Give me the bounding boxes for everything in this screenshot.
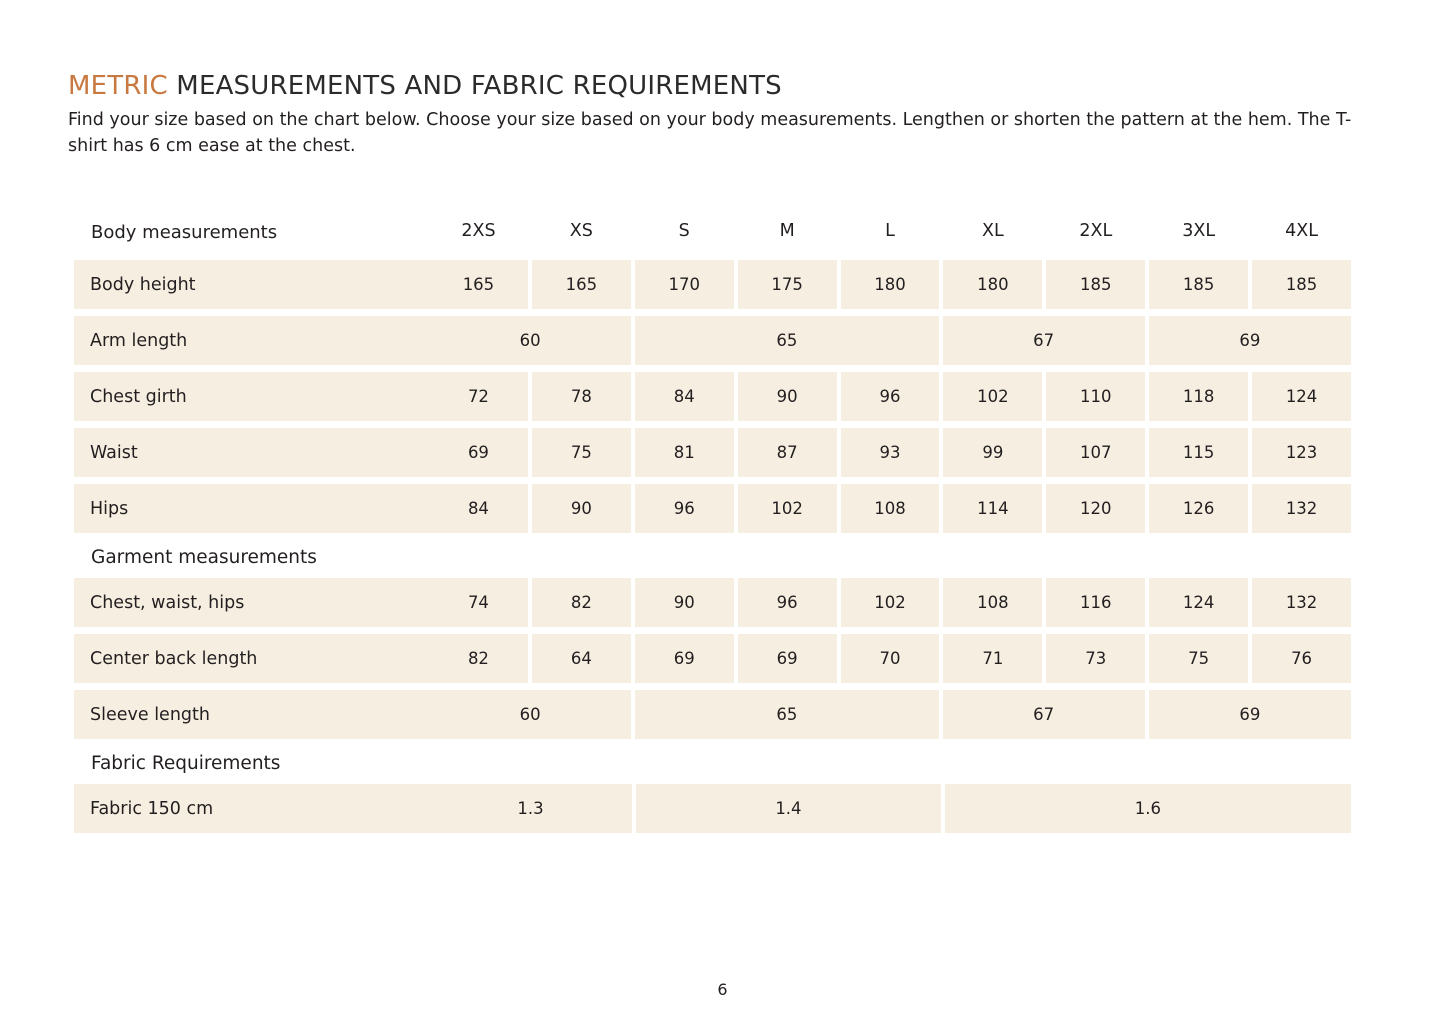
table-row: [74, 578, 1351, 627]
size-header-xl: XL: [982, 221, 1004, 241]
cell-chest-waist-hips-xl: 108: [943, 578, 1042, 627]
cell-center-back-length-xs: 64: [532, 634, 631, 683]
cell-body-height-2xl: 185: [1046, 260, 1145, 309]
row-cells-body-height: [429, 260, 1351, 309]
table-row: [74, 690, 1351, 739]
cell-center-back-length-xl: 71: [943, 634, 1042, 683]
cell-chest-girth-2xs: 72: [429, 372, 528, 421]
table-row: [74, 634, 1351, 683]
row-label-waist: Waist: [74, 428, 429, 477]
cell-chest-waist-hips-2xs: 74: [429, 578, 528, 627]
size-header-2xs: 2XS: [461, 221, 496, 241]
table-row: [74, 484, 1351, 533]
row-label-fabric-150: Fabric 150 cm: [74, 784, 429, 833]
row-label-center-back-length: Center back length: [74, 634, 429, 683]
cell-hips-4xl: 132: [1252, 484, 1351, 533]
cell-chest-waist-hips-4xl: 132: [1252, 578, 1351, 627]
cell-sleeve-length-group-3: 67: [943, 690, 1145, 739]
cell-center-back-length-3xl: 75: [1149, 634, 1248, 683]
cell-waist-s: 81: [635, 428, 734, 477]
cell-chest-waist-hips-m: 96: [738, 578, 837, 627]
cell-body-height-l: 180: [841, 260, 940, 309]
cell-arm-length-group-4: 69: [1149, 316, 1351, 365]
table-header-row: [74, 210, 1351, 254]
cell-chest-waist-hips-3xl: 124: [1149, 578, 1248, 627]
cell-waist-2xl: 107: [1046, 428, 1145, 477]
body-measurements-header-label: Body measurements: [91, 221, 278, 243]
cell-chest-waist-hips-l: 102: [841, 578, 940, 627]
table-row: [74, 372, 1351, 421]
size-header-xs: XS: [569, 221, 593, 241]
cell-chest-girth-xl: 102: [943, 372, 1042, 421]
cell-center-back-length-4xl: 76: [1252, 634, 1351, 683]
cell-chest-girth-m: 90: [738, 372, 837, 421]
page-subtitle: Find your size based on the chart below. Choose your size based on your body measurements. Lengthen or shorten the pattern at the hem. The T-shirt has 6 cm ease at the chest.: [68, 109, 1352, 156]
cell-chest-waist-hips-s: 90: [635, 578, 734, 627]
row-label-chest-waist-hips: Chest, waist, hips: [74, 578, 429, 627]
cell-arm-length-group-3: 67: [943, 316, 1145, 365]
cell-fabric-150-group-3: 1.6: [945, 784, 1351, 833]
cell-center-back-length-2xs: 82: [429, 634, 528, 683]
cell-hips-3xl: 126: [1149, 484, 1248, 533]
table-row: [74, 428, 1351, 477]
cell-body-height-4xl: 185: [1252, 260, 1351, 309]
row-label-body-height: Body height: [74, 260, 429, 309]
size-header-m: M: [779, 221, 795, 241]
measurements-table: [74, 210, 1359, 840]
cell-waist-3xl: 115: [1149, 428, 1248, 477]
row-label-chest-girth: Chest girth: [74, 372, 429, 421]
cell-hips-s: 96: [635, 484, 734, 533]
cell-sleeve-length-group-2: 65: [635, 690, 938, 739]
row-cells-hips: [429, 484, 1351, 533]
table-row: [74, 316, 1351, 365]
cell-sleeve-length-group-1: 60: [429, 690, 631, 739]
cell-chest-girth-3xl: 118: [1149, 372, 1248, 421]
cell-body-height-xs: 165: [532, 260, 631, 309]
cell-chest-girth-l: 96: [841, 372, 940, 421]
row-cells-sleeve-length: [429, 690, 1351, 739]
cell-center-back-length-l: 70: [841, 634, 940, 683]
page-title: [68, 72, 1378, 102]
page-title-accent: METRIC: [68, 71, 168, 101]
cell-body-height-s: 170: [635, 260, 734, 309]
row-label-arm-length: Arm length: [74, 316, 429, 365]
table-row: [74, 784, 1351, 833]
cell-chest-girth-4xl: 124: [1252, 372, 1351, 421]
page-number: 6: [717, 980, 728, 999]
cell-fabric-150-group-2: 1.4: [636, 784, 941, 833]
row-label-hips: Hips: [74, 484, 429, 533]
row-cells-fabric-150: [429, 784, 1351, 833]
cell-waist-l: 93: [841, 428, 940, 477]
row-label-sleeve-length: Sleeve length: [74, 690, 429, 739]
row-cells-center-back-length: [429, 634, 1351, 683]
cell-body-height-3xl: 185: [1149, 260, 1248, 309]
cell-body-height-xl: 180: [943, 260, 1042, 309]
row-cells-waist: [429, 428, 1351, 477]
cell-waist-xl: 99: [943, 428, 1042, 477]
cell-center-back-length-2xl: 73: [1046, 634, 1145, 683]
cell-hips-xl: 114: [943, 484, 1042, 533]
page-header: [68, 72, 1378, 160]
cell-body-height-2xs: 165: [429, 260, 528, 309]
cell-hips-xs: 90: [532, 484, 631, 533]
cell-waist-4xl: 123: [1252, 428, 1351, 477]
cell-chest-girth-2xl: 110: [1046, 372, 1145, 421]
cell-body-height-m: 175: [738, 260, 837, 309]
cell-waist-m: 87: [738, 428, 837, 477]
cell-chest-girth-xs: 78: [532, 372, 631, 421]
cell-hips-2xl: 120: [1046, 484, 1145, 533]
cell-chest-waist-hips-xs: 82: [532, 578, 631, 627]
size-header-4xl: 4XL: [1285, 221, 1318, 241]
cell-sleeve-length-group-4: 69: [1149, 690, 1351, 739]
row-cells-chest-waist-hips: [429, 578, 1351, 627]
table-row: [74, 260, 1351, 309]
cell-hips-m: 102: [738, 484, 837, 533]
size-header-l: L: [885, 221, 895, 241]
cell-hips-l: 108: [841, 484, 940, 533]
cell-chest-girth-s: 84: [635, 372, 734, 421]
page-title-rest: MEASUREMENTS AND FABRIC REQUIREMENTS: [167, 71, 782, 101]
size-header-cells: [429, 210, 1351, 254]
size-header-3xl: 3XL: [1182, 221, 1216, 241]
row-cells-chest-girth: [429, 372, 1351, 421]
row-cells-arm-length: [429, 316, 1351, 365]
cell-center-back-length-s: 69: [635, 634, 734, 683]
garment-measurements-header-label: Garment measurements: [91, 547, 317, 568]
cell-arm-length-group-2: 65: [635, 316, 938, 365]
size-header-2xl: 2XL: [1079, 221, 1113, 241]
cell-waist-xs: 75: [532, 428, 631, 477]
cell-waist-2xs: 69: [429, 428, 528, 477]
fabric-requirements-header-label: Fabric Requirements: [91, 753, 281, 774]
cell-arm-length-group-1: 60: [429, 316, 631, 365]
cell-fabric-150-group-1: 1.3: [429, 784, 632, 833]
size-header-s: S: [678, 221, 690, 241]
cell-hips-2xs: 84: [429, 484, 528, 533]
cell-chest-waist-hips-2xl: 116: [1046, 578, 1145, 627]
cell-center-back-length-m: 69: [738, 634, 837, 683]
